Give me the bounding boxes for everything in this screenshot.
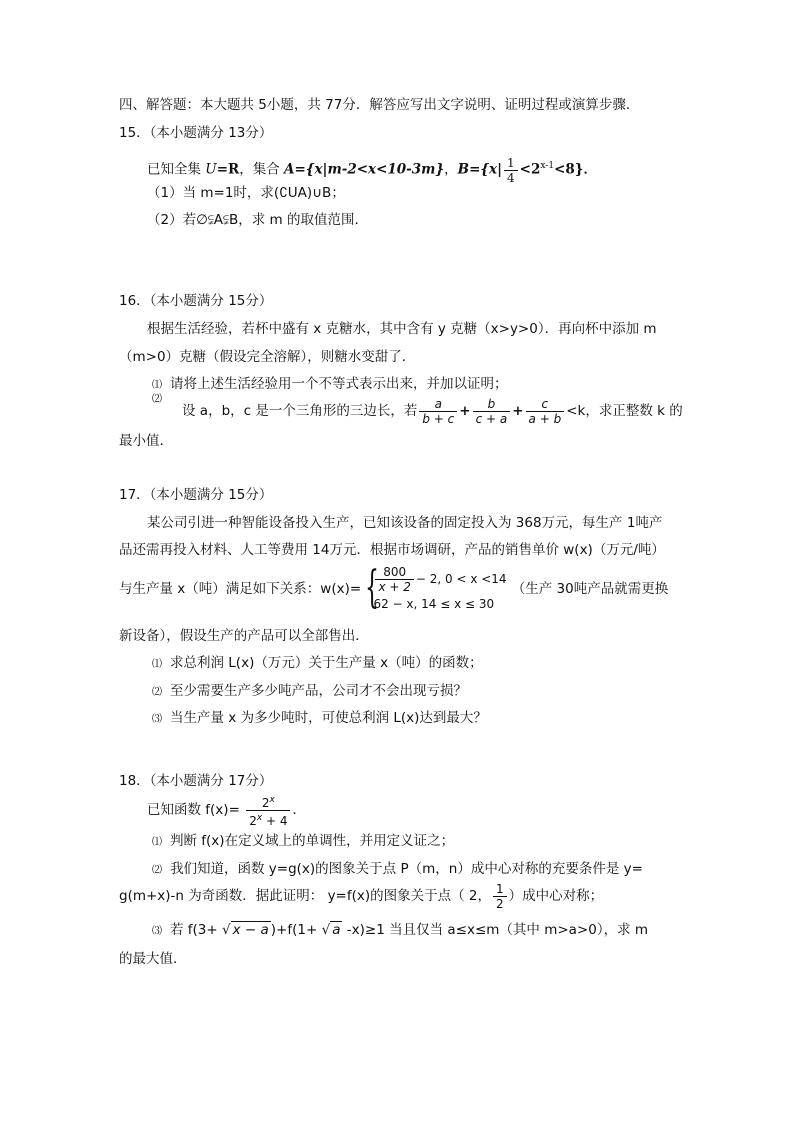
- q16-title: 16．（本小题满分 15分）: [119, 293, 273, 309]
- q16-part1: ⑴ 请将上述生活经验用一个不等式表示出来，并加以证明；: [152, 376, 508, 392]
- q17-part1: ⑴ 求总利润 L(x)（万元）关于生产量 x（吨）的函数；: [152, 655, 483, 671]
- q16-part2: 设 a，b，c 是一个三角形的三边长，若 $\frac{a}{b + c}$ + $\frac{b}{c + a}$ + $\frac{c}{a + b}$ <k，求正整数 k 的: [182, 396, 683, 426]
- q18-part3: ⑶ 若 f(3+ √ x − a )+f(1+ √ a -x)≥1 当且仅当 a≤x≤m（其中 m>a>0），求 m: [152, 922, 649, 938]
- q16-part2-mark: ⑵: [152, 394, 162, 405]
- q18-stem: 已知函数 f(x)= $\frac{2^x}{2^x + 4}$ ．: [147, 794, 306, 828]
- q18-title: 18．（本小题满分 17分）: [119, 773, 273, 789]
- q15-part2: （2）若∅⫋A⫋B，求 m 的取值范围．: [147, 212, 368, 228]
- fraction-c-over-a-plus-b: $\frac{c}{a + b}$: [526, 397, 565, 426]
- set-A-definition: A={x|m-2<x<10-3m}: [284, 161, 445, 178]
- q18-part2: ⑵ 我们知道，函数 y=g(x)的图象关于点 P（m，n）成中心对称的充要条件是 y=: [152, 861, 643, 877]
- q17-line2: 品还需再投入材料、人工等费用 14万元．根据市场调研，产品的销售单价 w(x)（万元/吨）: [119, 542, 665, 558]
- fraction-one-half: $\frac{1}{2}$: [493, 882, 507, 911]
- piecewise-function: [365, 563, 507, 615]
- fraction-a-over-b-plus-c: $\frac{a}{b + c}$: [419, 397, 457, 426]
- fraction-one-quarter: $\frac{1}{4}$: [504, 156, 518, 185]
- fraction-b-over-c-plus-a: $\frac{b}{c + a}$: [473, 397, 511, 426]
- left-brace: {: [365, 562, 380, 613]
- q17-line1: 某公司引进一种智能设备投入生产，已知该设备的固定投入为 368万元，每生产 1吨产: [147, 515, 663, 531]
- sqrt-x-minus-a: √ x − a: [222, 922, 269, 938]
- q16-line2: （m>0）克糖（假设完全溶解），则糖水变甜了．: [119, 349, 416, 365]
- q18-part2-cont: g(m+x)-n 为奇函数．据此证明： y=f(x)的图象关于点（ 2， $\frac{1}{2}$ ）成中心对称；: [119, 881, 604, 911]
- q15-stem: 已知全集 U=R，集合 A={x|m-2<x<10-3m}，B={x| $\frac{1}{4}$ $<2^{x-1}<8$}．: [147, 155, 597, 185]
- section-heading: 四、解答题：本大题共 5小题，共 77分．解答应写出文字说明、证明过程或演算步骤．: [119, 97, 640, 113]
- q18-part1: ⑴ 判断 f(x)在定义域上的单调性，并用定义证之；: [152, 833, 455, 849]
- q16-line1: 根据生活经验，若杯中盛有 x 克糖水，其中含有 y 克糖（x>y>0）．再向杯中添加 m: [147, 321, 657, 337]
- q18-ending: 的最大值．: [119, 951, 187, 967]
- q17-line3: 与生产量 x（吨）满足如下关系：w(x)= { $\frac{800}{x + 2}$ − 2, 0 < x <14 62 − x, 14 ≤ x ≤ 30 （生产 30吨产品就需更换: [119, 562, 669, 613]
- q17-line4: 新设备），假设生产的产品可以全部售出．: [119, 628, 369, 644]
- function-f-fraction: $\frac{2^x}{2^x + 4}$: [246, 793, 290, 828]
- q15-title: 15．（本小题满分 13分）: [119, 125, 273, 141]
- piecewise-case-1: $\frac{800}{x + 2}$ − 2, 0 < x <14: [373, 565, 506, 594]
- piecewise-case-2: 62 − x, 14 ≤ x ≤ 30: [373, 597, 495, 611]
- q17-part2: ⑵ 至少需要生产多少吨产品，公司才不会出现亏损？: [152, 683, 467, 699]
- q17-part3: ⑶ 当生产量 x 为多少吨时，可使总利润 L(x)达到最大？: [152, 710, 487, 726]
- q16-ending: 最小值．: [119, 433, 173, 449]
- sqrt-a: √ a: [321, 922, 341, 938]
- q17-title: 17．（本小题满分 15分）: [119, 487, 273, 503]
- q15-part1: （1）当 m=1时，求(∁UA)∪B；: [147, 185, 345, 201]
